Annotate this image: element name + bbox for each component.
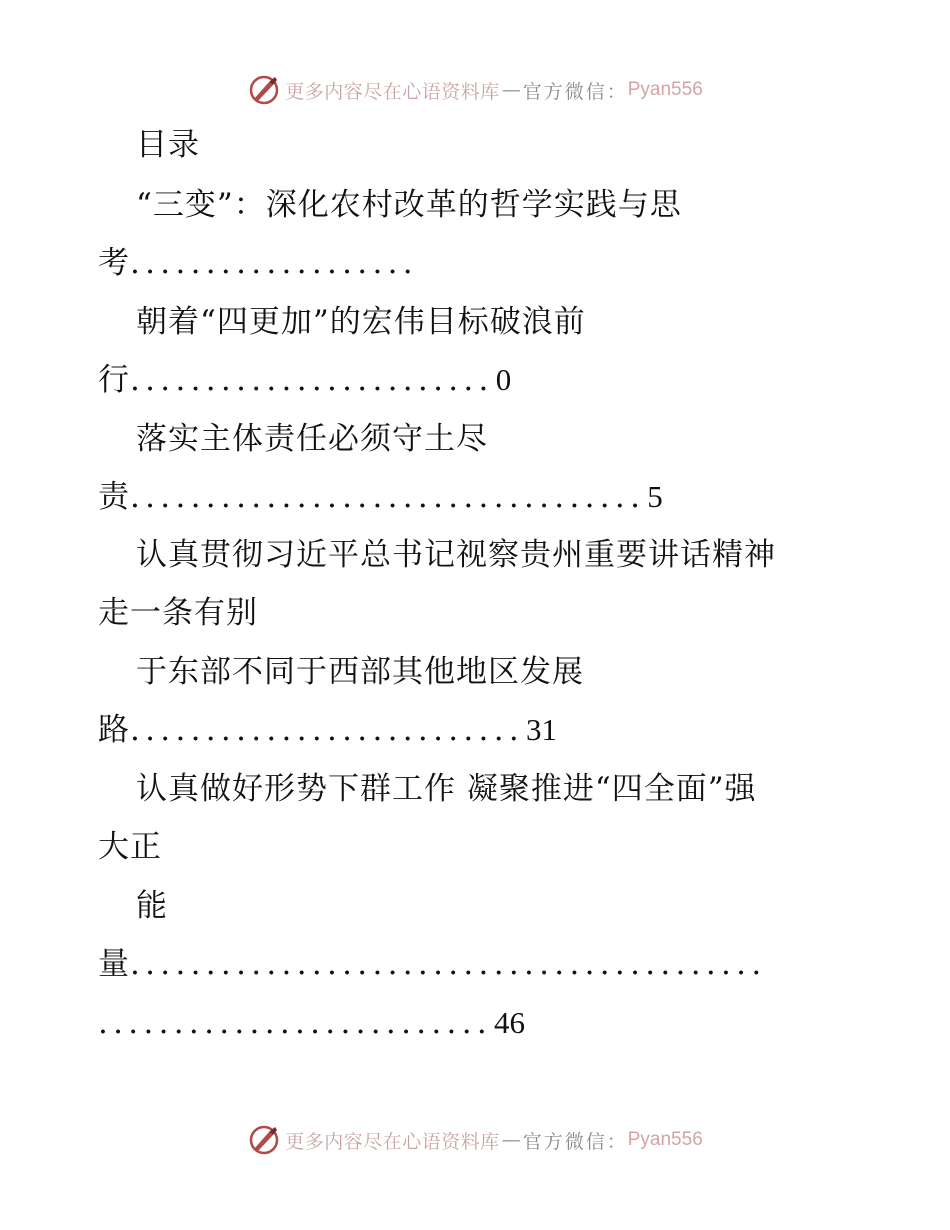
toc-entry-title: 认真做好形势下群工作 凝聚推进“四全面”强 xyxy=(136,771,757,807)
toc-entry-tail: 考 xyxy=(98,245,130,281)
toc-entry-title: 落实主体责任必须守土尽 xyxy=(136,421,488,457)
pen-logo-icon xyxy=(247,1123,281,1157)
toc-entry-tail: 责 xyxy=(98,479,130,515)
watermark-label: 官方微信： xyxy=(522,1130,628,1153)
watermark-separator: — xyxy=(501,79,521,101)
toc-entry-title-cont: 大正 xyxy=(98,829,162,865)
toc-leader-dots: .......................... xyxy=(130,712,525,748)
toc-entry-title: 朝着“四更加”的宏伟目标破浪前 xyxy=(136,304,586,340)
toc-page-number: 5 xyxy=(647,479,663,514)
toc-heading: 目录 xyxy=(136,127,200,163)
toc-leader-dots: .................................. xyxy=(130,479,646,515)
toc-leader-dots: ........................ xyxy=(130,362,494,398)
pen-logo-icon xyxy=(247,73,281,107)
watermark-banner-top xyxy=(0,70,950,110)
toc-entry-tail: 行 xyxy=(98,362,130,398)
toc-page-number: 0 xyxy=(495,362,512,397)
watermark-brand: 更多内容尽在心语资料库 xyxy=(285,80,500,103)
watermark-banner-bottom xyxy=(0,1120,950,1160)
toc-entry-leader xyxy=(98,944,766,984)
toc-entry-title: 认真贯彻习近平总书记视察贵州重要讲话精神 xyxy=(136,537,776,573)
toc-page-number: 46 xyxy=(494,1005,526,1040)
toc-leader-dots: .......................................... xyxy=(130,946,767,982)
toc-entry-title: “三变”：深化农村改革的哲学实践与思 xyxy=(136,187,682,223)
toc-entry-leader xyxy=(98,360,511,400)
watermark-separator: — xyxy=(501,1129,521,1151)
toc-entry-leader xyxy=(98,477,663,517)
toc-entry-title-cont: 走一条有别 xyxy=(98,595,258,631)
watermark-brand: 更多内容尽在心语资料库 xyxy=(285,1130,500,1153)
toc-entry-leader xyxy=(98,710,557,750)
watermark-label: 官方微信： xyxy=(522,80,628,103)
toc-entry-leader xyxy=(98,1003,525,1043)
toc-entry-tail: 路 xyxy=(98,712,130,748)
toc-entry-leader xyxy=(98,243,418,283)
toc-leader-dots: ................... xyxy=(130,245,418,281)
toc-page-number: 31 xyxy=(526,712,558,747)
toc-leader-dots: .......................... xyxy=(98,1005,493,1041)
watermark-wechat-id: Pyan556 xyxy=(627,79,703,100)
watermark-wechat-id: Pyan556 xyxy=(627,1129,703,1150)
toc-entry-title-cont: 于东部不同于西部其他地区发展 xyxy=(136,654,584,690)
toc-entry-title-cont: 能 xyxy=(136,888,168,924)
toc-entry-tail: 量 xyxy=(98,946,130,982)
